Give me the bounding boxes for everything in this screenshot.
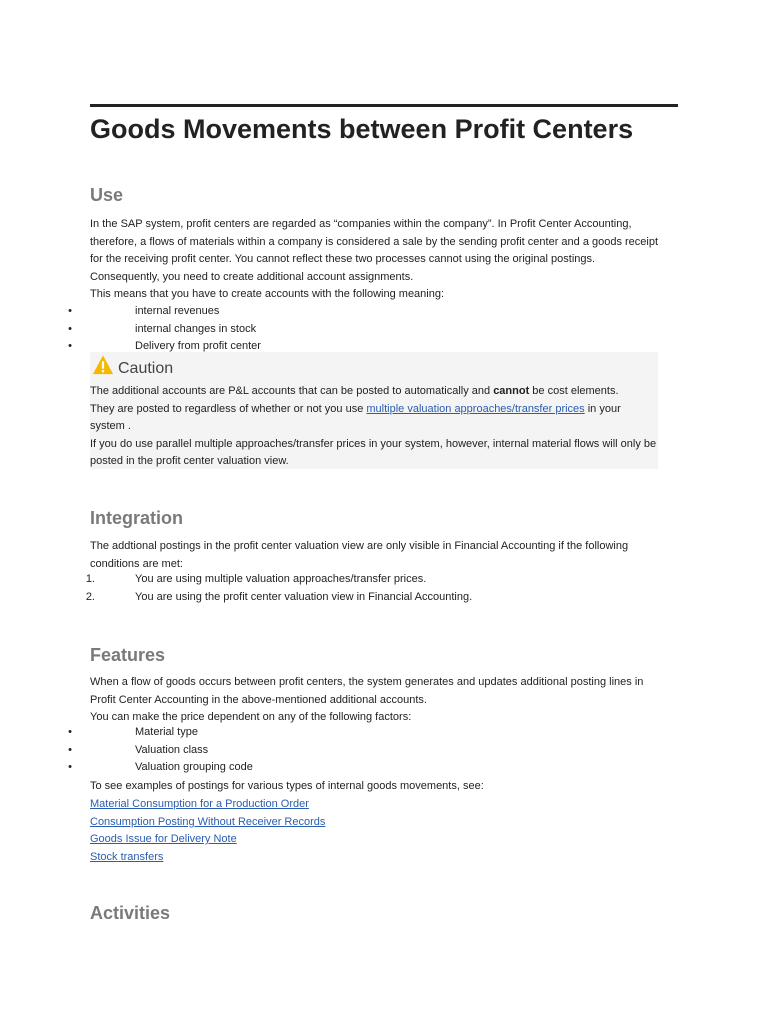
integration-paragraph: The addtional postings in the profit center valuation view are only visible in Financial Accounting if the following conditions are met: bbox=[90, 540, 629, 570]
features-heading: Features bbox=[90, 645, 166, 665]
list-item: • internal changes in stock bbox=[90, 321, 678, 339]
caution-title: Caution bbox=[118, 360, 174, 377]
use-bullet-list bbox=[68, 303, 678, 356]
bullet-marker: • bbox=[68, 726, 72, 738]
integration-heading: Integration bbox=[90, 508, 183, 528]
bullet-marker: • bbox=[68, 340, 72, 352]
multiple-valuation-link[interactable]: multiple valuation approaches/transfer prices bbox=[366, 402, 585, 415]
page-title: Goods Movements between Profit Centers bbox=[90, 114, 634, 144]
example-links bbox=[90, 796, 325, 866]
emphasis-cannot: cannot bbox=[493, 385, 530, 397]
list-item: • internal revenues bbox=[90, 303, 678, 321]
use-paragraph: In the SAP system, profit centers are regarded as “companies within the company”. In Profit Center Accounting, therefore, a flows of materials within a company is considered a sale by the sending profit center and a goods receipt for the receiving profit center. You cannot reflect these two processes cannot using the original postings. Consequently, you need to create additional account assignments. bbox=[90, 218, 659, 283]
list-number: 1. bbox=[85, 573, 95, 585]
features-see-text: To see examples of postings for various types of internal goods movements, see: bbox=[90, 780, 484, 792]
list-item: • Delivery from profit center bbox=[90, 338, 678, 356]
list-item: • Material type bbox=[90, 724, 678, 742]
list-number: 2. bbox=[85, 590, 95, 603]
warning-triangle-icon bbox=[92, 354, 114, 376]
bullet-marker: • bbox=[68, 743, 72, 756]
bullet-marker: • bbox=[68, 761, 72, 773]
bullet-marker: • bbox=[68, 322, 72, 335]
integration-numbered-list bbox=[85, 571, 678, 606]
list-item: • Valuation grouping code bbox=[90, 759, 678, 777]
use-heading: Use bbox=[90, 185, 124, 205]
caution-text: The additional accounts are P&L accounts that can be posted to automatically and cannot be cost elements. They are posted to regardless of whether or not you use multiple valuation approaches/transfer prices in your system . If you do use parallel multiple approaches/transfer prices in your system, however, internal material flows will only be posted in the profit center valuation view. bbox=[90, 385, 657, 467]
list-item: 1. You are using multiple valuation approaches/transfer prices. bbox=[90, 571, 678, 589]
link-consumption-posting[interactable]: Consumption Posting Without Receiver Records bbox=[90, 815, 326, 828]
list-item: • Valuation class bbox=[90, 742, 678, 760]
link-material-consumption[interactable]: Material Consumption for a Production Order bbox=[90, 798, 309, 810]
caution-box bbox=[90, 352, 658, 469]
features-bullet-list bbox=[68, 724, 678, 777]
activities-heading: Activities bbox=[90, 903, 171, 923]
features-intro: You can make the price dependent on any of the following factors: bbox=[90, 711, 412, 723]
features-paragraph: When a flow of goods occurs between profit centers, the system generates and updates additional posting lines in Profit Center Accounting in the above-mentioned additional accounts. bbox=[90, 676, 644, 706]
bullet-marker: • bbox=[68, 305, 72, 317]
link-stock-transfers[interactable]: Stock transfers bbox=[90, 850, 164, 863]
use-intro: This means that you have to create accounts with the following meaning: bbox=[90, 288, 445, 300]
link-goods-issue[interactable]: Goods Issue for Delivery Note bbox=[90, 833, 237, 845]
top-rule bbox=[90, 104, 678, 107]
list-item: 2. You are using the profit center valuation view in Financial Accounting. bbox=[90, 589, 678, 607]
